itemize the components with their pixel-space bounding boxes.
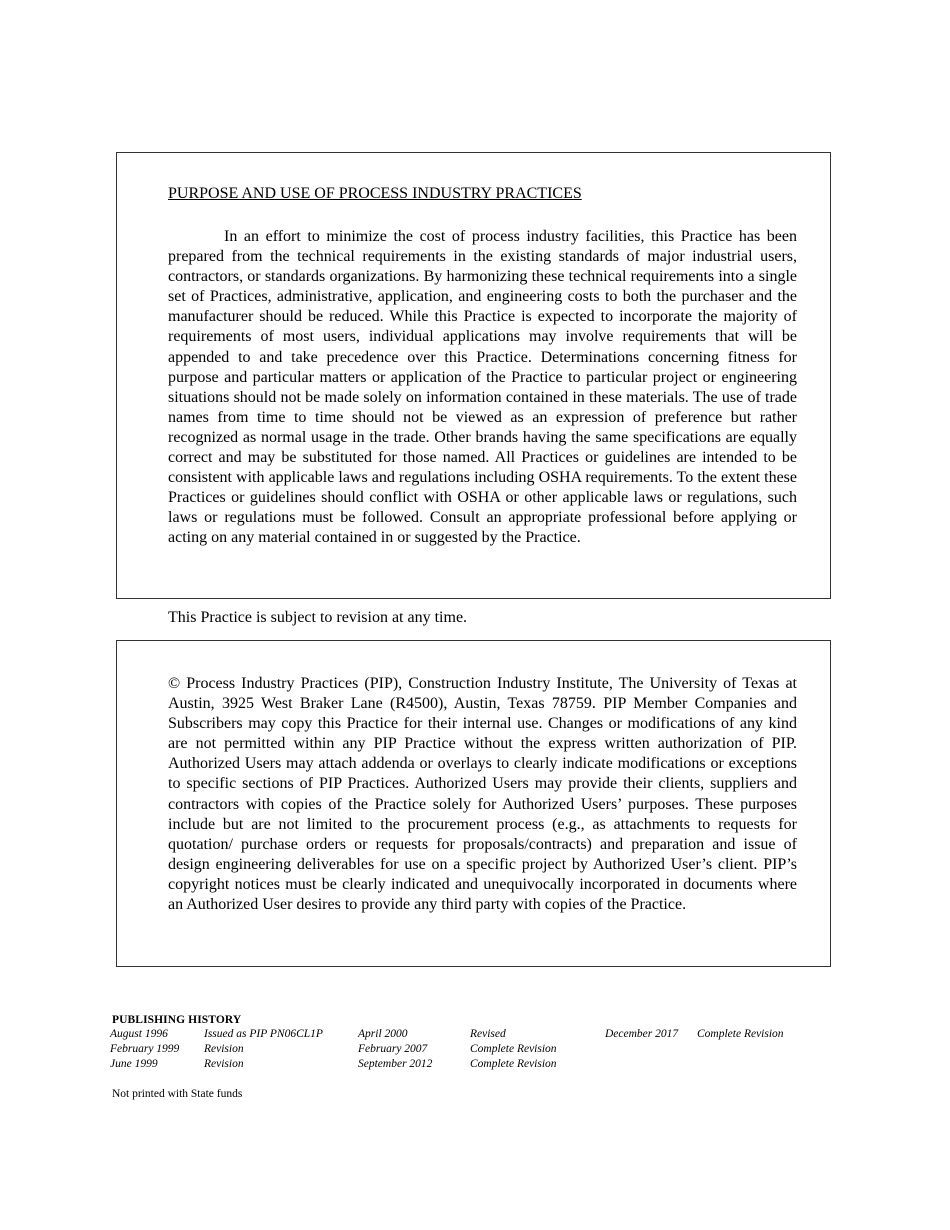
history-date: December 2017 (605, 1028, 679, 1040)
purpose-section (116, 152, 831, 599)
revision-note: This Practice is subject to revision at any time. (168, 609, 468, 626)
history-description: Complete Revision (470, 1058, 557, 1070)
history-description: Issued as PIP PN06CL1P (204, 1028, 323, 1040)
history-date: April 2000 (358, 1028, 408, 1040)
history-date: September 2012 (358, 1058, 433, 1070)
publishing-history-title: PUBLISHING HISTORY (112, 1014, 242, 1026)
copyright-paragraph: © Process Industry Practices (PIP), Construction Industry Institute, The University of Texas at Austin, 3925 West Braker Lane (R4500), Austin, Texas 78759. PIP Member Companies and Subscribers may copy this Practice for their internal use. Changes or modifications of any kind are not permitted within any PIP Practice without the express written authorization of PIP. Authorized Users may attach addenda or overlays to clearly indicate modifications or exceptions to specific sections of PIP Practices. Authorized Users may provide their clients, suppliers and contractors with copies of the Practice solely for Authorized Users’ purposes. These purposes include but are not limited to the procurement process (e.g., as attachments to requests for quotation/ purchase orders or requests for proposals/contracts) and preparation and issue of design engineering deliverables for use on a specific project by Authorized User’s client. PIP’s copyright notices must be clearly indicated and unequivocally incorporated in documents where an Authorized User desires to provide any third party with copies of the Practice. (168, 675, 797, 914)
history-date: August 1996 (110, 1028, 168, 1040)
history-description: Complete Revision (470, 1043, 557, 1055)
purpose-heading: PURPOSE AND USE OF PROCESS INDUSTRY PRACTICES (168, 185, 582, 202)
history-date: February 1999 (110, 1043, 180, 1055)
history-date: February 2007 (358, 1043, 428, 1055)
history-description: Revised (470, 1028, 506, 1040)
copyright-section (116, 640, 831, 967)
purpose-paragraph: In an effort to minimize the cost of process industry facilities, this Practice has been prepared from the technical requirements in the existing standards of major industrial users, contractors, or standards organizations. By harmonizing these technical requirements into a single set of Practices, administrative, application, and engineering costs to both the purchaser and the manufacturer should be reduced. While this Practice is expected to incorporate the majority of requirements of most users, individual applications may involve requirements that will be appended to and take precedence over this Practice. Determinations concerning fitness for purpose and particular matters or application of the Practice to particular project or engineering situations should not be made solely on information contained in these materials. The use of trade names from time to time should not be viewed as an expression of preference but rather recognized as normal usage in the trade. Other brands having the same specifications are equally correct and may be substituted for those named. All Practices or guidelines are intended to be consistent with applicable laws and regulations including OSHA requirements. To the extent these Practices or guidelines should conflict with OSHA or other applicable laws or regulations, such laws or regulations must be followed. Consult an appropriate professional before applying or acting on any material contained in or suggested by the Practice. (168, 228, 797, 547)
history-date: June 1999 (110, 1058, 158, 1070)
history-description: Revision (204, 1058, 244, 1070)
footer-note: Not printed with State funds (112, 1088, 243, 1100)
history-description: Revision (204, 1043, 244, 1055)
history-description: Complete Revision (697, 1028, 784, 1040)
